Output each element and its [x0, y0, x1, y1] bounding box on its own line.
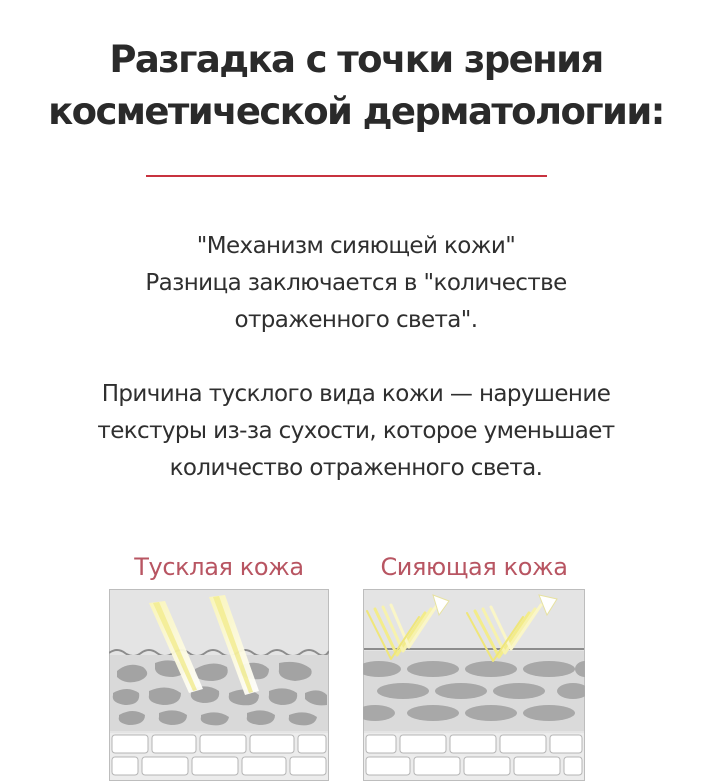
- dull-skin-illustration: [109, 589, 329, 781]
- title-divider: [146, 175, 547, 177]
- explanation-line-1: Причина тусклого вида кожи — нарушение: [101, 381, 611, 407]
- intro-line-2: Разница заключается в "количестве: [145, 270, 567, 296]
- explanation-line-3: количество отраженного света.: [169, 455, 543, 481]
- title-line-2: косметической дерматологии:: [48, 90, 664, 133]
- page-title: [0, 34, 712, 138]
- explanation-paragraph: [0, 376, 712, 487]
- intro-paragraph: [0, 228, 712, 339]
- radiant-skin-illustration: [363, 589, 585, 781]
- radiant-skin-label: Сияющая кожа: [380, 553, 568, 581]
- explanation-line-2: текстуры из-за сухости, которое уменьшает: [97, 418, 615, 444]
- dull-skin-label: Тусклая кожа: [134, 553, 304, 581]
- title-line-1: Разгадка с точки зрения: [109, 38, 603, 81]
- intro-line-3: отраженного света".: [234, 307, 478, 333]
- intro-line-1: "Механизм сияющей кожи": [196, 233, 516, 259]
